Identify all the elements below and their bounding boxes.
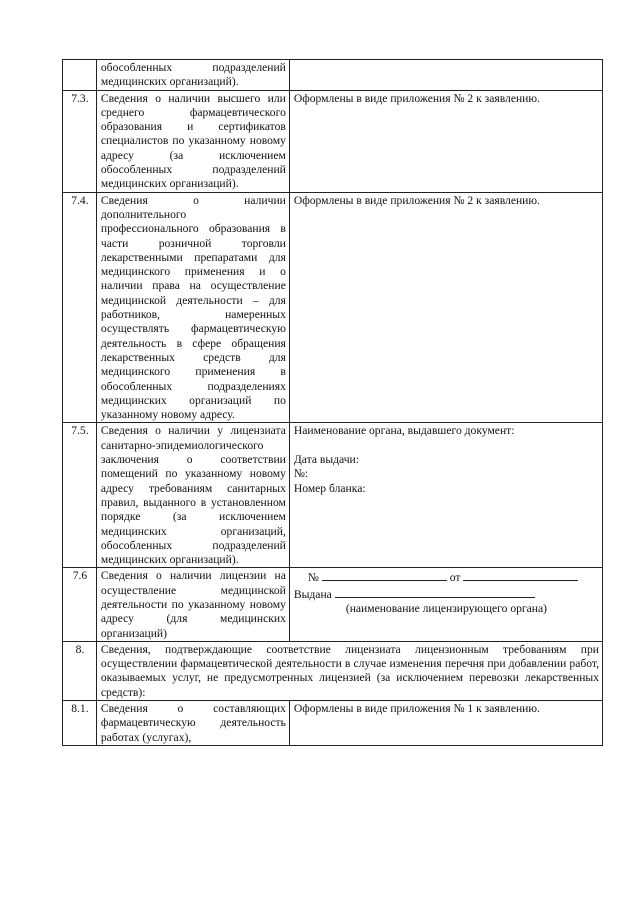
license-number-field — [322, 569, 447, 581]
row-number — [63, 60, 97, 91]
row-description: Сведения о наличии дополнительного профессионального образования в части розничной торговли лекарственными препаратами для медицинского применения и о наличии права на осуществление медицинской деятельности – для работников, намеренных осуществлять фармацевтическую деятельность в сфере обращения лекарственных средств для медицинского применения в обособленных подразделениях медицинских организаций по указанному новому адресу. — [96, 192, 289, 423]
row-value: Оформлены в виде приложения № 2 к заявлению. — [289, 90, 602, 192]
document-number-label: №: — [293, 467, 309, 481]
table-row — [63, 641, 603, 700]
section-description: Сведения, подтверждающие соответствие лицензиата лицензионным требованиям при осуществлении фармацевтической деятельности в случае изменения перечня при добавлении работ, оказываемых услуг, не предусмотренных лицензией (за исключением перевозки лекарственных средств): — [96, 641, 602, 700]
row-value — [289, 60, 602, 91]
license-date-field — [463, 569, 578, 581]
license-issuer-caption: (наименование лицензирующего органа) — [345, 601, 548, 615]
license-issuer-field — [335, 586, 535, 598]
table-row — [63, 701, 603, 746]
issuer-name-label: Наименование органа, выдавшего документ: — [293, 424, 515, 438]
license-date-label: от — [449, 571, 461, 585]
blank-number-label: Номер бланка: — [293, 481, 366, 495]
row-description: Сведения о наличии у лицензиата санитарно-эпидемиологического заключения о соответствии помещений по указанному новому адресу требованиям санитарных правил, выданного в установленном порядке (за исключением медицинских организаций, обособленных подразделений медицинских организаций). — [96, 423, 289, 568]
table-row — [63, 568, 603, 641]
row-description: Сведения о наличии высшего или среднего фармацевтического образования и сертификатов специалистов по указанному новому адресу (за исключением обособленных подразделений медицинских организаций). — [96, 90, 289, 192]
row-number: 8.1. — [63, 701, 97, 746]
row-description: Сведения о составляющих фармацевтическую деятельность работах (услугах), — [96, 701, 289, 746]
row-number: 7.6 — [63, 568, 97, 641]
table-row — [63, 90, 603, 192]
application-table — [62, 59, 603, 746]
row-number: 7.3. — [63, 90, 97, 192]
row-number: 8. — [63, 641, 97, 700]
table-row — [63, 192, 603, 423]
license-issued-label: Выдана — [293, 587, 332, 601]
table-row — [63, 423, 603, 568]
row-description: Сведения о наличии лицензии на осуществление медицинской деятельности по указанному новому адресу (для медицинских организаций) — [96, 568, 289, 641]
row-number: 7.4. — [63, 192, 97, 423]
table-row — [63, 60, 603, 91]
row-number: 7.5. — [63, 423, 97, 568]
row-value: Оформлены в виде приложения № 1 к заявлению. — [289, 701, 602, 746]
issue-date-label: Дата выдачи: — [293, 453, 359, 467]
row-value: Оформлены в виде приложения № 2 к заявлению. — [289, 192, 602, 423]
row-value — [289, 423, 602, 568]
license-number-label: № — [307, 571, 319, 585]
blank-line — [294, 439, 599, 453]
row-description: обособленных подразделений медицинских организаций). — [96, 60, 289, 91]
row-value — [289, 568, 602, 641]
